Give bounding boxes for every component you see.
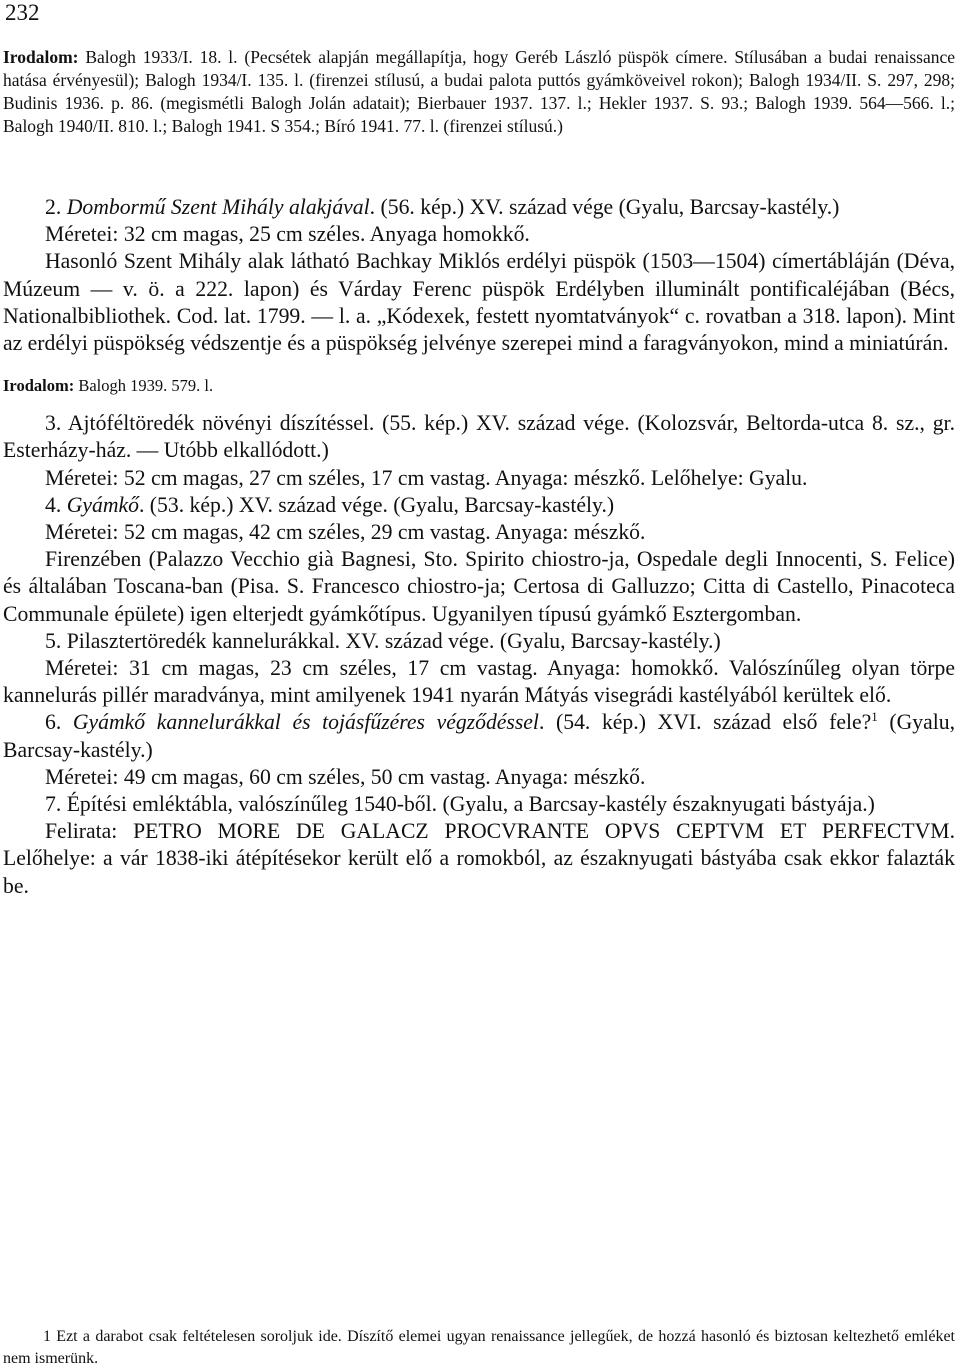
item-7-heading: 7. Építési emléktábla, valószínűleg 1540-ből. (Gyalu, a Barcsay-kastély északnyugati bástyája.) xyxy=(45,792,875,817)
literature-label: Irodalom: xyxy=(3,376,75,396)
literature-block-1 xyxy=(3,46,955,138)
item-5-dimensions: Méretei: 31 cm magas, 23 cm széles, 17 cm vastag. Anyaga: homokkő. Valószínűleg olyan törpe kannelurás pillér maradványa, mint amilyenek 1941 nyarán Mátyás visegrádi kastélyából kerültek elő. xyxy=(3,656,955,708)
literature-paragraph xyxy=(3,46,955,138)
footnote-text xyxy=(3,1326,955,1370)
item-title: Gyámkő xyxy=(66,492,139,517)
item-number: 6. xyxy=(45,710,62,735)
literature-text: Balogh 1933/I. 18. l. (Pecsétek alapján megállapítja, hogy Geréb László püspök címere. Stílusában a budai renaissance hatása érvényesül); Balogh 1934/I. 135. l. (firenzei stílusú, a budai palota puttós gyámköveivel rokon); Balogh 1934/II. S. 297, 298; Budinis 1936. p. 86. (megismétli Balogh Jolán adatait); Bierbauer 1937. 137. l.; Hekler 1937. S. 93.; Balogh 1939. 564—566. l.; Balogh 1940/II. 810. l.; Balogh 1941. S 354.; Bíró 1941. 77. l. (firenzei stílusú.) xyxy=(3,47,955,136)
literature-label: Irodalom: xyxy=(3,47,79,67)
item-heading-rest-2: (Gyalu, Barcsay-kastély.) xyxy=(3,710,956,762)
spacer xyxy=(3,398,955,410)
main-text xyxy=(3,194,955,900)
item-2-dimensions: Méretei: 32 cm magas, 25 cm széles. Anyaga homokkő. xyxy=(45,222,530,247)
footnote-reference: 1 xyxy=(871,709,878,725)
item-5-heading: 5. Pilasztertöredék kannelurákkal. XV. század vége. (Gyalu, Barcsay-kastély.) xyxy=(45,628,721,653)
item-6-dimensions: Méretei: 49 cm magas, 60 cm széles, 50 cm vastag. Anyaga: mészkő. xyxy=(45,764,646,789)
footnote-mark: 1 xyxy=(43,1328,51,1345)
page-number: 232 xyxy=(5,0,40,25)
item-4-dimensions: Méretei: 52 cm magas, 42 cm széles, 29 cm vastag. Anyaga: mészkő. xyxy=(45,520,646,545)
item-number: 4. xyxy=(45,492,62,517)
footnote-body: Ezt a darabot csak feltételesen soroljuk ide. Díszítő elemei ugyan renaissance jellegűek, de hozzá hasonló és biztosan keltezhető emléket nem ismerünk. xyxy=(3,1328,955,1367)
item-7-inscription: Felirata: PETRO MORE DE GALACZ PROCVRANTE OPVS CEPTVM ET PERFECTVM. Lelőhelye: a vár 1838-iki átépítésekor került elő a romokból, az északnyugati bástyába csak ekkor falazták be. xyxy=(3,819,955,898)
item-heading-rest: . (56. kép.) XV. század vége (Gyalu, Barcsay-kastély.) xyxy=(369,195,840,219)
item-4-heading xyxy=(3,492,955,519)
spacer xyxy=(3,357,955,374)
literature-block-2 xyxy=(3,374,955,398)
literature-text: Balogh 1939. 579. l. xyxy=(78,376,214,396)
item-6-heading xyxy=(3,709,955,763)
item-heading-rest: . (54. kép.) XVI. század első fele? xyxy=(538,710,872,735)
item-title: Gyámkő kannelurákkal és tojásfűzéres végződéssel xyxy=(72,710,539,735)
item-3-heading: 3. Ajtóféltöredék növényi díszítéssel. (55. kép.) XV. század vége. (Kolozsvár, Beltorda-utca 8. sz., gr. Esterházy-ház. — Utóbb elkallódott.) xyxy=(3,411,955,463)
item-number: 2. xyxy=(45,195,62,219)
item-4-description: Firenzében (Palazzo Vecchio già Bagnesi, Sto. Spirito chiostro-ja, Ospedale degli Innocenti, S. Felice) és általában Toscana-ban (Pisa. S. Francesco chiostro-ja; Certosa di Galluzzo; Citta di Castello, Pinacoteca Communale épülete) igen elterjedt gyámkőtípus. Ugyanilyen típusú gyámkő Esztergomban. xyxy=(3,547,955,626)
item-2-heading xyxy=(3,194,955,221)
item-3-dimensions: Méretei: 52 cm magas, 27 cm széles, 17 cm vastag. Anyaga: mészkő. Lelőhelye: Gyalu. xyxy=(45,465,808,490)
item-heading-rest: . (53. kép.) XV. század vége. (Gyalu, Barcsay-kastély.) xyxy=(138,492,615,517)
item-2-description: Hasonló Szent Mihály alak látható Bachkay Miklós erdélyi püspök (1503—1504) címertábláján (Déva, Múzeum — v. ö. a 222. lapon) és Várday Ferenc püspök Erdélyben illuminált pontificaléjában (Bécs, Nationalbibliothek. Cod. lat. 1799. — l. a. „Kódexek, festett nyomtatványok“ c. rovatban a 318. lapon). Mint az erdélyi püspökség védszentje és a püspökség jelvénye szerepei mind a faragványokon, mind a miniatúrán. xyxy=(3,249,955,356)
item-title: Dombormű Szent Mihály alakjával xyxy=(66,195,370,219)
footnote xyxy=(3,1326,955,1370)
